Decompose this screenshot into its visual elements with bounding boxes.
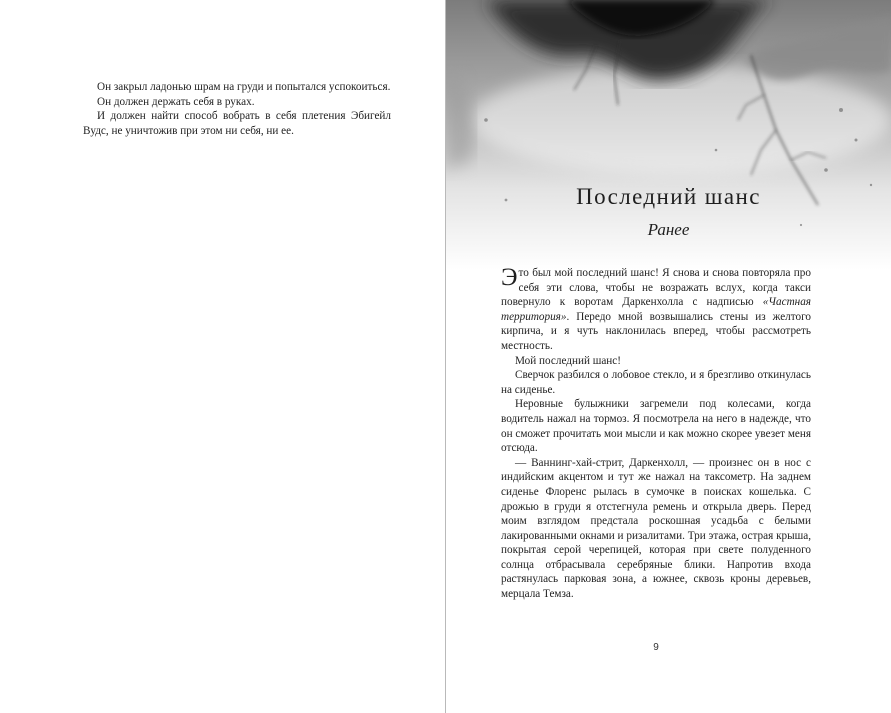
- right-page: [446, 0, 891, 713]
- right-paragraph-1: Мой последний шанс!: [515, 354, 621, 367]
- right-paragraph-4: — Ваннинг-хай-стрит, Даркенхолл, — произнес он в нос с индийским акцентом и тут же нажал на таксометр. На заднем сиденье Флоренс рылась в сумочке в поисках кошелька. С дрожью в груди я отстегнула ремень и открыла дверь. Перед моим взглядом предстала роскошная усадьба с белыми лакированными окнами и ризалитами. Три этажа, острая крыша, покрытая серой черепицей, которая при свете полуденного солнца отбрасывала серебряные блики. Напротив входа растянулась парковая зона, а южнее, сквозь кроны деревьев, мерцала Темза.: [501, 456, 811, 601]
- chapter-title: Последний шанс: [576, 184, 761, 209]
- first-paragraph-italic: «Частная территория»: [501, 296, 811, 323]
- chapter-subtitle: Ранее: [647, 220, 690, 239]
- left-paragraph-1: Он закрыл ладонью шрам на груди и попытался успокоиться.: [97, 81, 391, 93]
- left-paragraph-2: Он должен держать себя в руках.: [97, 95, 255, 108]
- right-paragraph-3: Неровные булыжники загремели под колесами, когда водитель нажал на тормоз. Я посмотрела на него в надежде, что он сможет прочитать мои мысли и как можно скорее увезет меня отсюда.: [501, 398, 812, 455]
- first-paragraph-text-start: то был мой последний шанс! Я снова и снова повторяла про себя эти слова, чтобы не возражать вслух, когда такси повернуло к воротам Даркенхолла с надписью: [501, 267, 811, 309]
- drop-cap: Э: [501, 264, 518, 291]
- right-paragraph-2: Сверчок разбился о лобовое стекло, и я брезгливо откинулась на сиденье.: [501, 369, 811, 396]
- right-page-text: [501, 266, 811, 602]
- left-page-text: [83, 80, 391, 138]
- first-paragraph-text-end: . Передо мной возвышались стены из желтого кирпича, и я чуть наклонилась вперед, чтобы рассмотреть местность.: [501, 310, 811, 352]
- left-paragraph-3: И должен найти способ вобрать в себя плетения Эбигейл Вудс, не уничтожив при этом ни себя, ни ее.: [83, 110, 391, 137]
- page-number: 9: [653, 642, 659, 653]
- left-page: [0, 0, 445, 713]
- first-paragraph: [501, 266, 811, 354]
